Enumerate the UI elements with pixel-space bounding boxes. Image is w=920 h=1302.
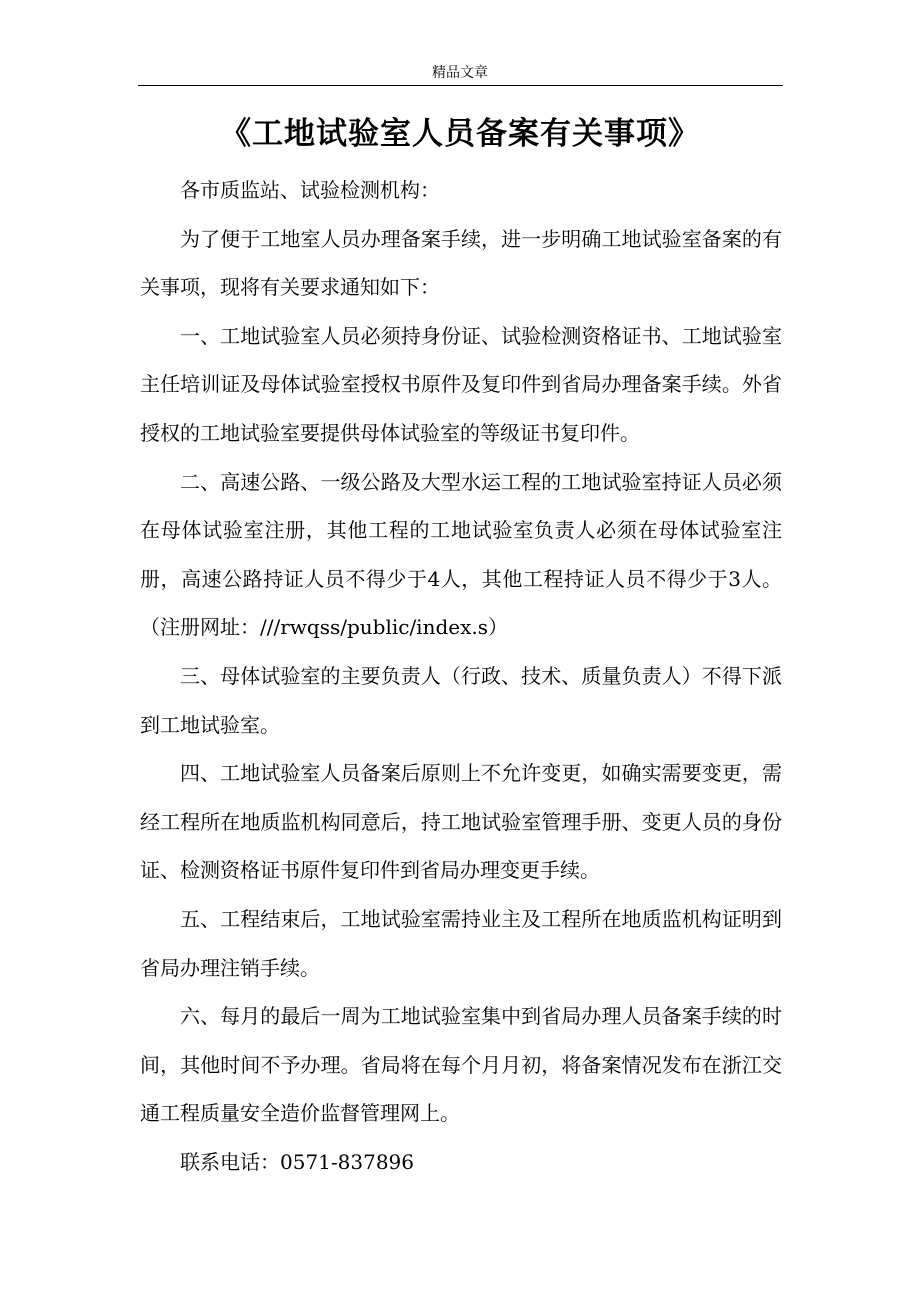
item-6-paragraph: 六、每月的最后一周为工地试验室集中到省局办理人员备案手续的时间，其他时间不予办理。省局将在每个月月初，将备案情况发布在浙江交通工程质量安全造价监督管理网上。 bbox=[140, 1004, 782, 1126]
header-divider bbox=[138, 85, 783, 86]
salutation: 各市质监站、试验检测机构： bbox=[180, 178, 440, 202]
item-3-paragraph: 三、母体试验室的主要负责人（行政、技术、质量负责人）不得下派到工地试验室。 bbox=[140, 663, 782, 737]
contact-phone: 联系电话：0571-837896 bbox=[180, 1149, 415, 1174]
page-header-label: 精品文章 bbox=[432, 65, 488, 81]
item-5-paragraph: 五、工程结束后，工地试验室需持业主及工程所在地质监机构证明到省局办理注销手续。 bbox=[140, 906, 782, 980]
item-4-paragraph: 四、工地试验室人员备案后原则上不允许变更，如确实需要变更，需经工程所在地质监机构同意后，持工地试验室管理手册、变更人员的身份证、检测资格证书原件复印件到省局办理变更手续。 bbox=[140, 761, 782, 883]
document-body bbox=[140, 166, 782, 1186]
intro-paragraph: 为了便于工地室人员办理备案手续，进一步明确工地试验室备案的有关事项，现将有关要求通知如下： bbox=[140, 226, 782, 300]
item-2-paragraph: 二、高速公路、一级公路及大型水运工程的工地试验室持证人员必须在母体试验室注册，其他工程的工地试验室负责人必须在母体试验室注册，高速公路持证人员不得少于4人，其他工程持证人员不得少于3人。（注册网址：///rwqss/public/index.s） bbox=[140, 469, 782, 640]
document-title: 《工地试验室人员备案有关事项》 bbox=[220, 116, 700, 152]
item-1-paragraph: 一、工地试验室人员必须持身份证、试验检测资格证书、工地试验室主任培训证及母体试验室授权书原件及复印件到省局办理备案手续。外省授权的工地试验室要提供母体试验室的等级证书复印件。 bbox=[140, 323, 782, 445]
